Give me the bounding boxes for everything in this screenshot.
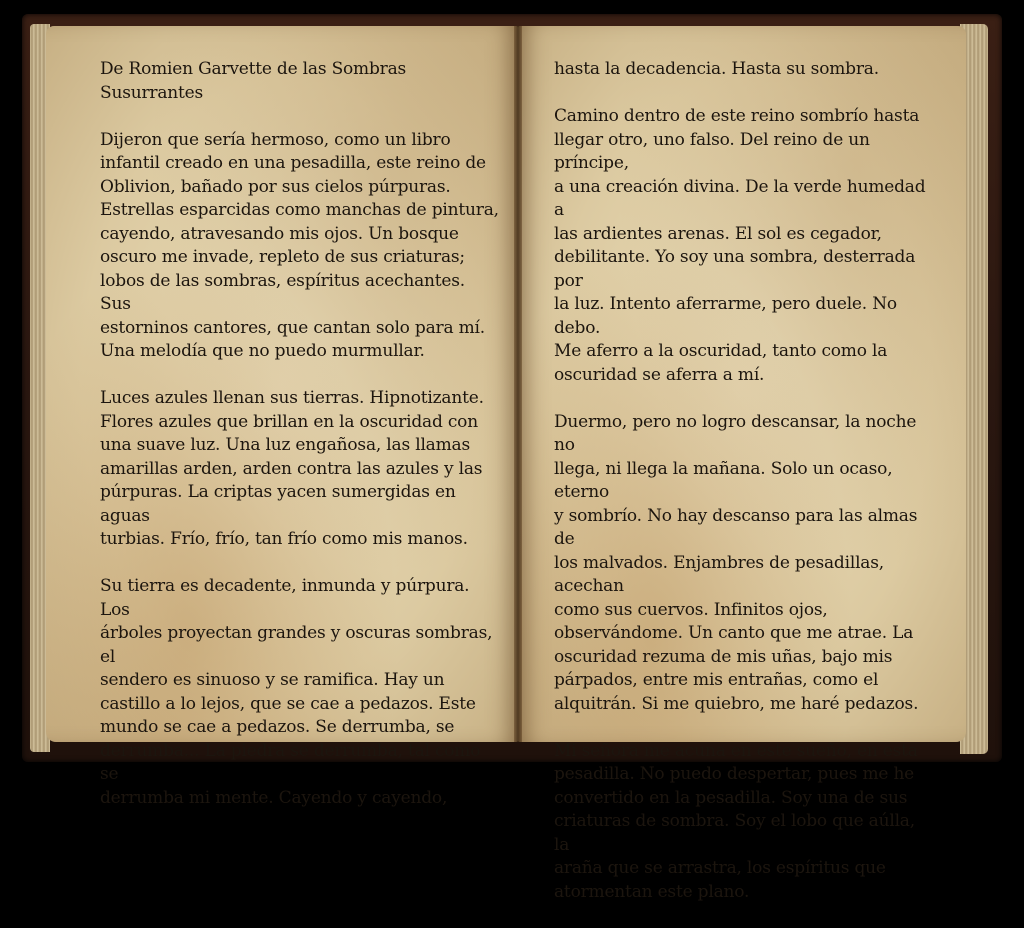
paragraph: Duermo, pero no logro descansar, la noche no llega, ni llega la mañana. Solo un ocaso, eterno y sombrío. No hay descanso para las almas de los malvados. Enjambres de pesadillas, acechan como sus cuervos. Infinitos ojos, observándome. Un canto que me atrae. La oscuridad rezuma de mis uñas, bajo mis párpados, entre mis entrañas, como el alquitrán. Si me quiebro, me haré pedazos. bbox=[554, 411, 919, 714]
paragraph: Mi señora me acuna en este sueño, en esta pesadilla. No puedo despertar, pues me he convertido en la pesadilla. Soy una de sus criaturas de sombra. Soy el lobo que aúlla, la araña que se arrastra, los espíritus que atormentan este plano. bbox=[554, 740, 918, 902]
right-page-text bbox=[554, 58, 934, 928]
paragraph: Dijeron que sería hermoso, como un libro infantil creado en una pesadilla, este reino de Oblivion, bañado por sus cielos púrpuras. Estrellas esparcidas como manchas de pintura, cayendo, atravesando mis ojos. Un bosque oscuro me invade, repleto de sus criaturas; lobos de las sombras, espíritus acechantes. Sus estorninos cantores, que cantan solo para mí. Una melodía que no puedo murmullar. bbox=[100, 129, 499, 361]
right-page[interactable] bbox=[518, 26, 966, 902]
paragraph: Su tierra es decadente, inmunda y púrpura. Los árboles proyectan grandes y oscuras sombras, el sendero es sinuoso y se ramifica. Hay un castillo a lo lejos, que se cae a pedazos. Este mundo se cae a pedazos. Se derrumba, se derrumba... La piedra se derrumba, tal como se derrumba mi mente. Cayendo y cayendo, bbox=[100, 576, 493, 808]
left-page-text bbox=[100, 58, 500, 834]
book-author: De Romien Garvette de las Sombras Susurrantes bbox=[100, 59, 407, 103]
paragraph: Luces azules llenan sus tierras. Hipnotizante. Flores azules que brillan en la oscuridad con una suave luz. Una luz engañosa, las llamas amarillas arden, arden contra las azules y las púrpuras. La criptas yacen sumergidas en aguas turbias. Frío, frío, tan frío como mis manos. bbox=[100, 388, 484, 549]
book-spine bbox=[514, 26, 522, 742]
left-page[interactable] bbox=[46, 26, 518, 808]
paragraph: hasta la decadencia. Hasta su sombra. bbox=[554, 59, 879, 79]
paragraph: Camino dentro de este reino sombrío hasta llegar otro, uno falso. Del reino de un príncipe, a una creación divina. De la verde humedad a las ardientes arenas. El sol es cegador, debilitante. Yo soy una sombra, desterrada por la luz. Intento aferrarme, pero duele. No debo. Me aferro a la oscuridad, tanto como la oscuridad se aferra a mí. bbox=[554, 106, 926, 385]
